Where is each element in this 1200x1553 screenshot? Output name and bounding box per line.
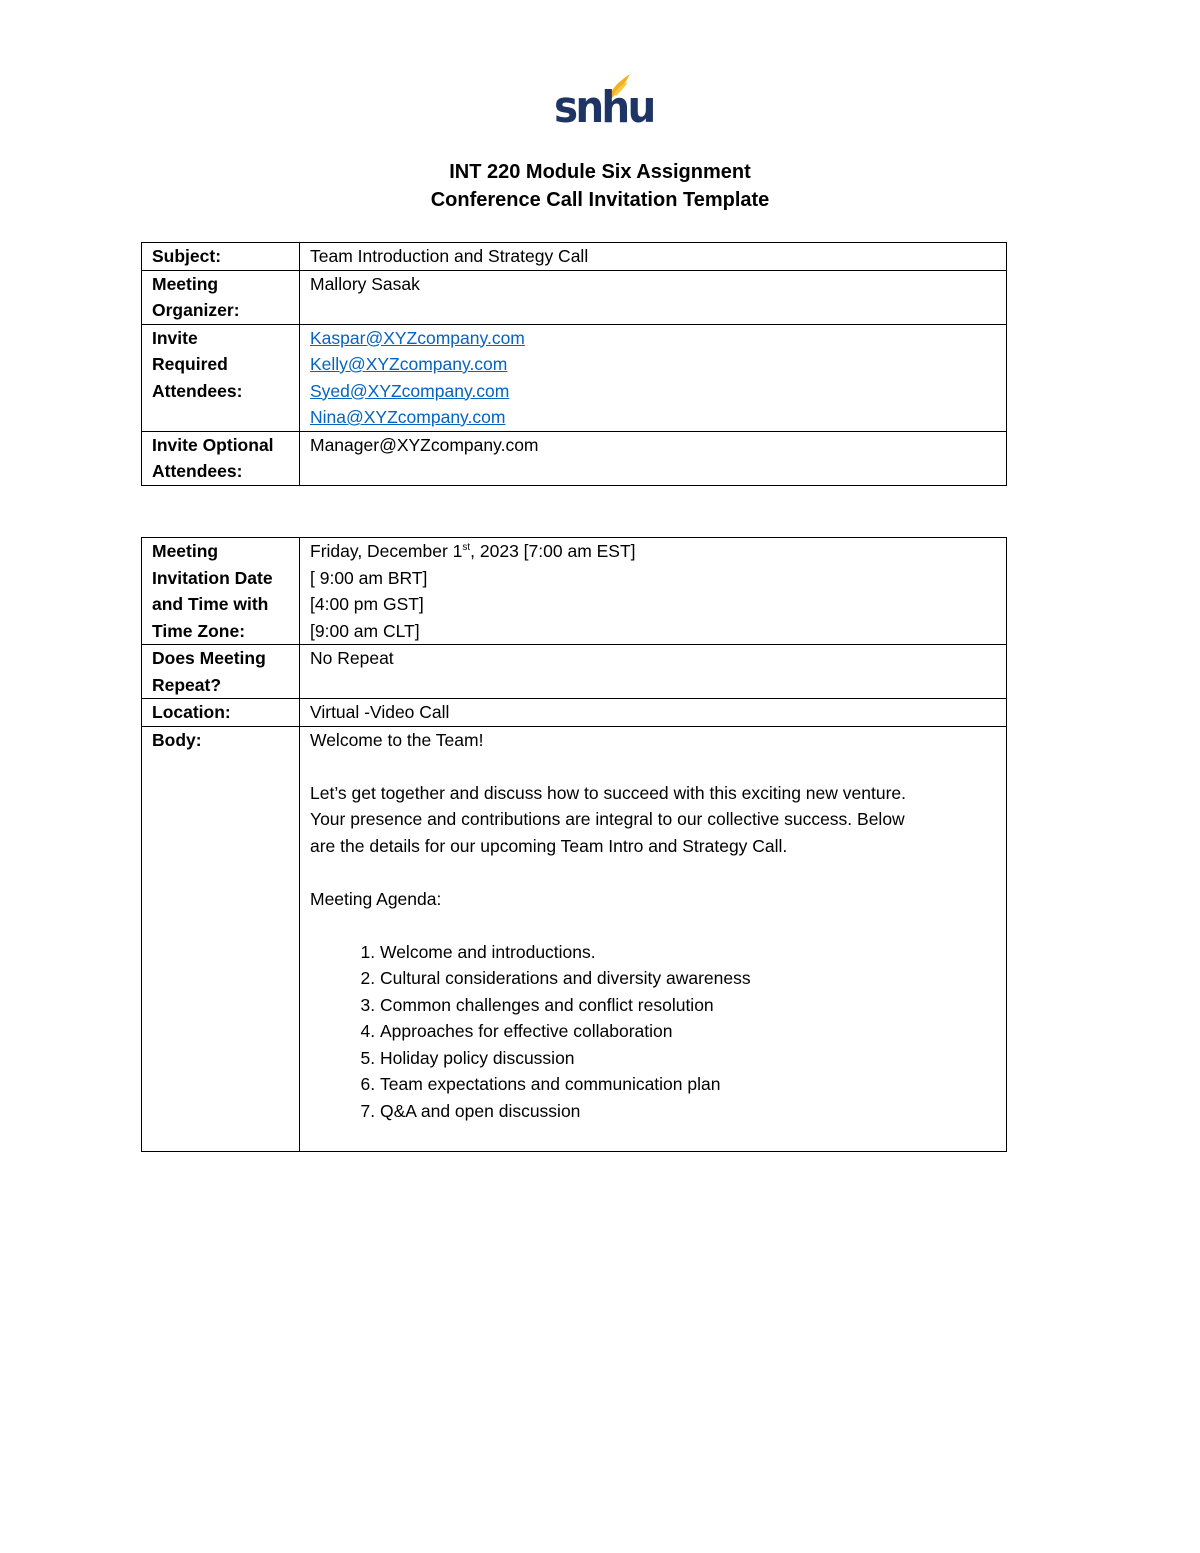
attendee-email-link[interactable]: Kaspar@XYZcompany.com: [310, 327, 525, 348]
invitation-details-table: [141, 537, 1007, 1152]
body-label: Body:: [142, 726, 300, 1151]
agenda-item: 3. Common challenges and conflict resolution: [380, 992, 996, 1019]
subject-row: [142, 243, 1007, 271]
body-greeting: Welcome to the Team!: [310, 729, 484, 750]
time-clt: [9:00 am CLT]: [310, 620, 420, 641]
agenda-item: 4. Approaches for effective collaboration: [380, 1018, 996, 1045]
time-gst: [4:00 pm GST]: [310, 594, 424, 614]
optional-attendees-label: Invite Optional Attendees:: [142, 431, 300, 485]
body-paragraph-line: are the details for our upcoming Team Intro and Strategy Call.: [310, 835, 788, 856]
page-subtitle: Conference Call Invitation Template: [430, 189, 770, 211]
subject-label: Subject:: [142, 243, 300, 271]
time-brt: [ 9:00 am BRT]: [310, 567, 428, 588]
agenda-item: 1. Welcome and introductions.: [380, 939, 996, 966]
page-title: INT 220 Module Six Assignment: [449, 161, 751, 183]
datetime-label: Meeting Invitation Date and Time with Time Zone:: [142, 538, 300, 645]
organizer-label: Meeting Organizer:: [142, 270, 300, 324]
datetime-value: [300, 538, 1007, 645]
agenda-item: 2. Cultural considerations and diversity awareness: [380, 965, 996, 992]
datetime-row: [142, 538, 1007, 645]
required-attendees-list: [300, 324, 1007, 431]
agenda-item: 7. Q&A and open discussion: [380, 1098, 996, 1125]
required-attendees-row: [142, 324, 1007, 431]
organizer-value: Mallory Sasak: [300, 270, 1007, 324]
agenda-list: [310, 939, 996, 1125]
body-paragraph-line: Your presence and contributions are integral to our collective success. Below: [310, 809, 905, 829]
repeat-label: Does Meeting Repeat?: [142, 645, 300, 699]
snhu-logo: [550, 72, 654, 134]
body-content: [300, 726, 1007, 1151]
invitation-header-table: [141, 242, 1007, 486]
optional-attendees-row: [142, 431, 1007, 485]
subject-value: Team Introduction and Strategy Call: [300, 243, 1007, 271]
location-label: Location:: [142, 699, 300, 727]
body-row: [142, 726, 1007, 1151]
attendee-email-link[interactable]: Nina@XYZcompany.com: [310, 407, 506, 427]
logo-wordmark: snhu: [554, 82, 654, 133]
location-value: Virtual -Video Call: [300, 699, 1007, 727]
agenda-item: 5. Holiday policy discussion: [380, 1045, 996, 1072]
agenda-heading: Meeting Agenda:: [310, 888, 442, 909]
optional-attendees-value: Manager@XYZcompany.com: [300, 431, 1007, 485]
date-est: Friday, December 1st, 2023 [7:00 am EST]: [310, 541, 636, 561]
attendee-email-link[interactable]: Syed@XYZcompany.com: [310, 380, 510, 401]
repeat-row: [142, 645, 1007, 699]
location-row: [142, 699, 1007, 727]
repeat-value: No Repeat: [300, 645, 1007, 699]
organizer-row: [142, 270, 1007, 324]
required-attendees-label: Invite Required Attendees:: [142, 324, 300, 431]
agenda-item: 6. Team expectations and communication plan: [380, 1071, 996, 1098]
attendee-email-link[interactable]: Kelly@XYZcompany.com: [310, 354, 508, 374]
body-paragraph-line: Let’s get together and discuss how to succeed with this exciting new venture.: [310, 782, 906, 803]
